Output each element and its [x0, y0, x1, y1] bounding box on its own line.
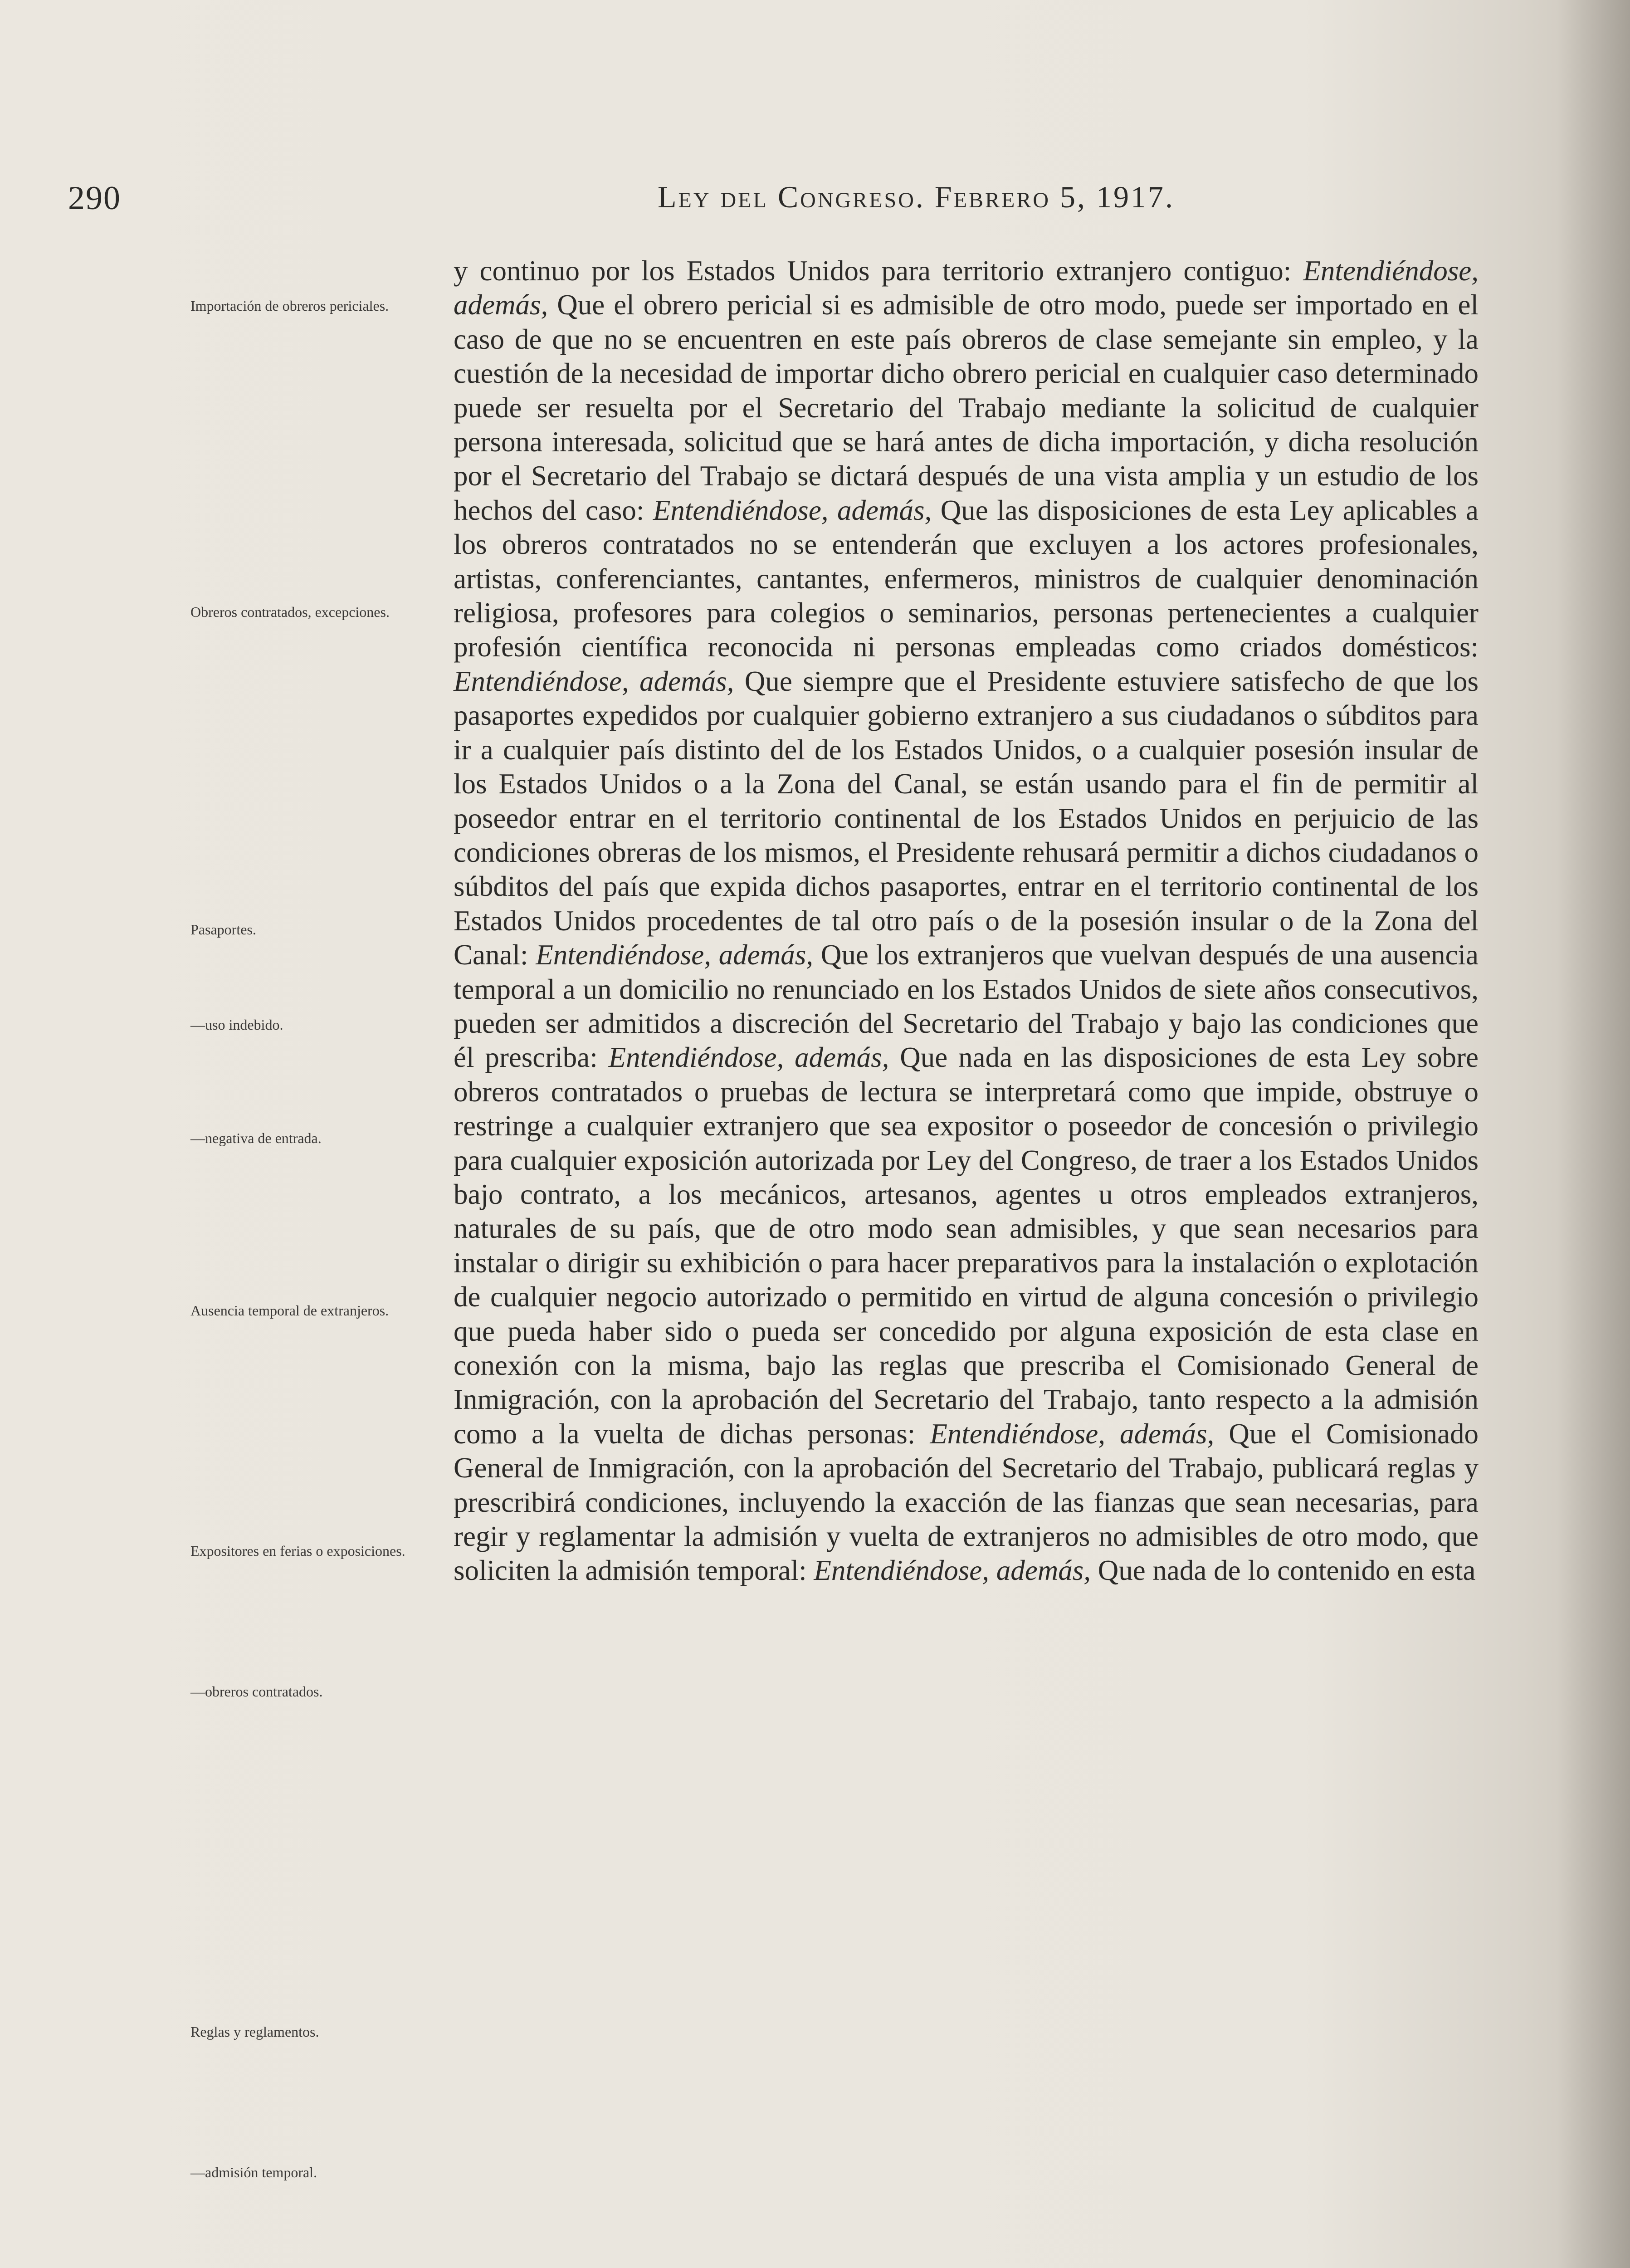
margin-note-uso-indebido: —uso indebido. [190, 1017, 283, 1033]
margin-note-obreros-contratados-2: —obreros contratados. [190, 1683, 323, 1700]
italic-segment: Entendiéndose, además, [930, 1418, 1215, 1450]
italic-segment: Entendiéndose, además, [814, 1554, 1091, 1587]
italic-segment: Entendiéndose, además, [608, 1041, 889, 1074]
text-segment: Que siempre que el Presidente estuviere satisfecho de que los pasaportes expedidos por cualquier gobierno extranjero a sus ciudadanos o súbditos para ir a cualquier país distinto del de los Estados Unidos, o a cualquier posesión insular de los Estados Unidos o a la Zona del Canal, se están usando para el fin de permitir al poseedor entrar en el territorio continental de los Estados Unidos en perjuicio de las condiciones obreras de los mismos, el Presidente rehusará permitir a dichos ciudadanos o súbditos del país que expida dichos pasaportes, entrar en el territorio continental de los Estados Unidos procedentes de tal otro país o de la posesión insular o de la Zona del Canal: [454, 665, 1479, 971]
text-segment: Que los extranjeros que vuelvan después de una ausencia temporal a un domicilio no renunciado en los Estados Unidos de siete años consecutivos, pueden ser admitidos a discreción del Secretario del Trabajo y bajo las condiciones que él prescriba: [454, 939, 1479, 1074]
text-segment: Que las disposiciones de esta Ley aplicables a los obreros contratados no se entenderán que excluyen a los actores profesionales, artistas, conferenciantes, cantantes, enfermeros, ministros de cualquier denominación religiosa, profesores para colegios o seminarios, personas pertenecientes a cualquier profesión científica reconocida ni personas empleadas como criados domésticos: [454, 494, 1479, 663]
body-text [454, 254, 1479, 1588]
margin-note-importacion: Importación de obreros periciales. [190, 298, 389, 314]
text-segment: Que nada en las disposiciones de esta Ley sobre obreros contratados o pruebas de lectura se interpretará como que impide, obstruye o restringe a cualquier extranjero que sea expositor o poseedor de concesión o privilegio para cualquier exposición autorizada por Ley del Congreso, de traer a los Estados Unidos bajo contrato, a los mecánicos, artesanos, agentes u otros empleados extranjeros, naturales de su país, que de otro modo sean admisibles, y que sean necesarios para instalar o dirigir su exhibición o para hacer preparativos para la instalación o explotación de cualquier negocio autorizado o permitido en virtud de alguna concesión o privilegio que pueda haber sido o pueda ser concedido por alguna exposición de esta clase en conexión con la misma, bajo las reglas que prescriba el Comisionado General de Inmigración, con la aprobación del Secretario del Trabajo, tanto respecto a la admisión como a la vuelta de dichas personas: [454, 1041, 1479, 1450]
text-segment: Que el obrero pericial si es admisible de otro modo, puede ser importado en el caso de que no se encuentren en este país obreros de clase semejante sin empleo, y la cuestión de la necesidad de importar dicho obrero pericial en cualquier caso determinado puede ser resuelta por el Secretario del Trabajo mediante la solicitud de cualquier persona interesada, solicitud que se hará antes de dicha importación, y dicha resolución por el Secretario del Trabajo se dictará después de una vista amplia y un estudio de los hechos del caso: [454, 289, 1479, 526]
italic-segment: Entendiéndose, además, [653, 494, 932, 526]
margin-note-reglas: Reglas y reglamentos. [190, 2024, 319, 2040]
page-edge-shadow [1557, 0, 1630, 2268]
italic-segment: Entendiéndose, además, [454, 255, 1479, 321]
text-segment: y continuo por los Estados Unidos para territorio extranjero contiguo: [454, 255, 1303, 287]
italic-segment: Entendiéndose, además, [536, 939, 814, 971]
text-segment: Que nada de lo contenido en esta [1090, 1554, 1476, 1587]
body-paragraph [454, 254, 1479, 1588]
text-segment: Que el Comisionado General de Inmigración, con la aprobación del Secretario del Trabajo, publicará reglas y prescribirá condiciones, incluyendo la exacción de las fianzas que sean necesarias, para regir y reglamentar la admisión y vuelta de extranjeros no admisibles de otro modo, que soliciten la admisión temporal: [454, 1418, 1479, 1587]
page-header [68, 179, 1349, 220]
margin-note-admision-temporal: —admisión temporal. [190, 2164, 317, 2180]
margin-note-pasaportes: Pasaportes. [190, 921, 256, 938]
italic-segment: Entendiéndose, además, [454, 665, 734, 697]
page-number: 290 [68, 180, 121, 217]
running-head: Ley del Congreso. Febrero 5, 1917. [658, 180, 1175, 214]
margin-note-ausencia-temporal: Ausencia temporal de extranjeros. [190, 1302, 389, 1319]
margin-note-obreros-contratados: Obreros contratados, excepciones. [190, 604, 390, 620]
margin-note-negativa-entrada: —negativa de entrada. [190, 1130, 322, 1146]
margin-note-expositores: Expositores en ferias o exposiciones. [190, 1543, 405, 1559]
